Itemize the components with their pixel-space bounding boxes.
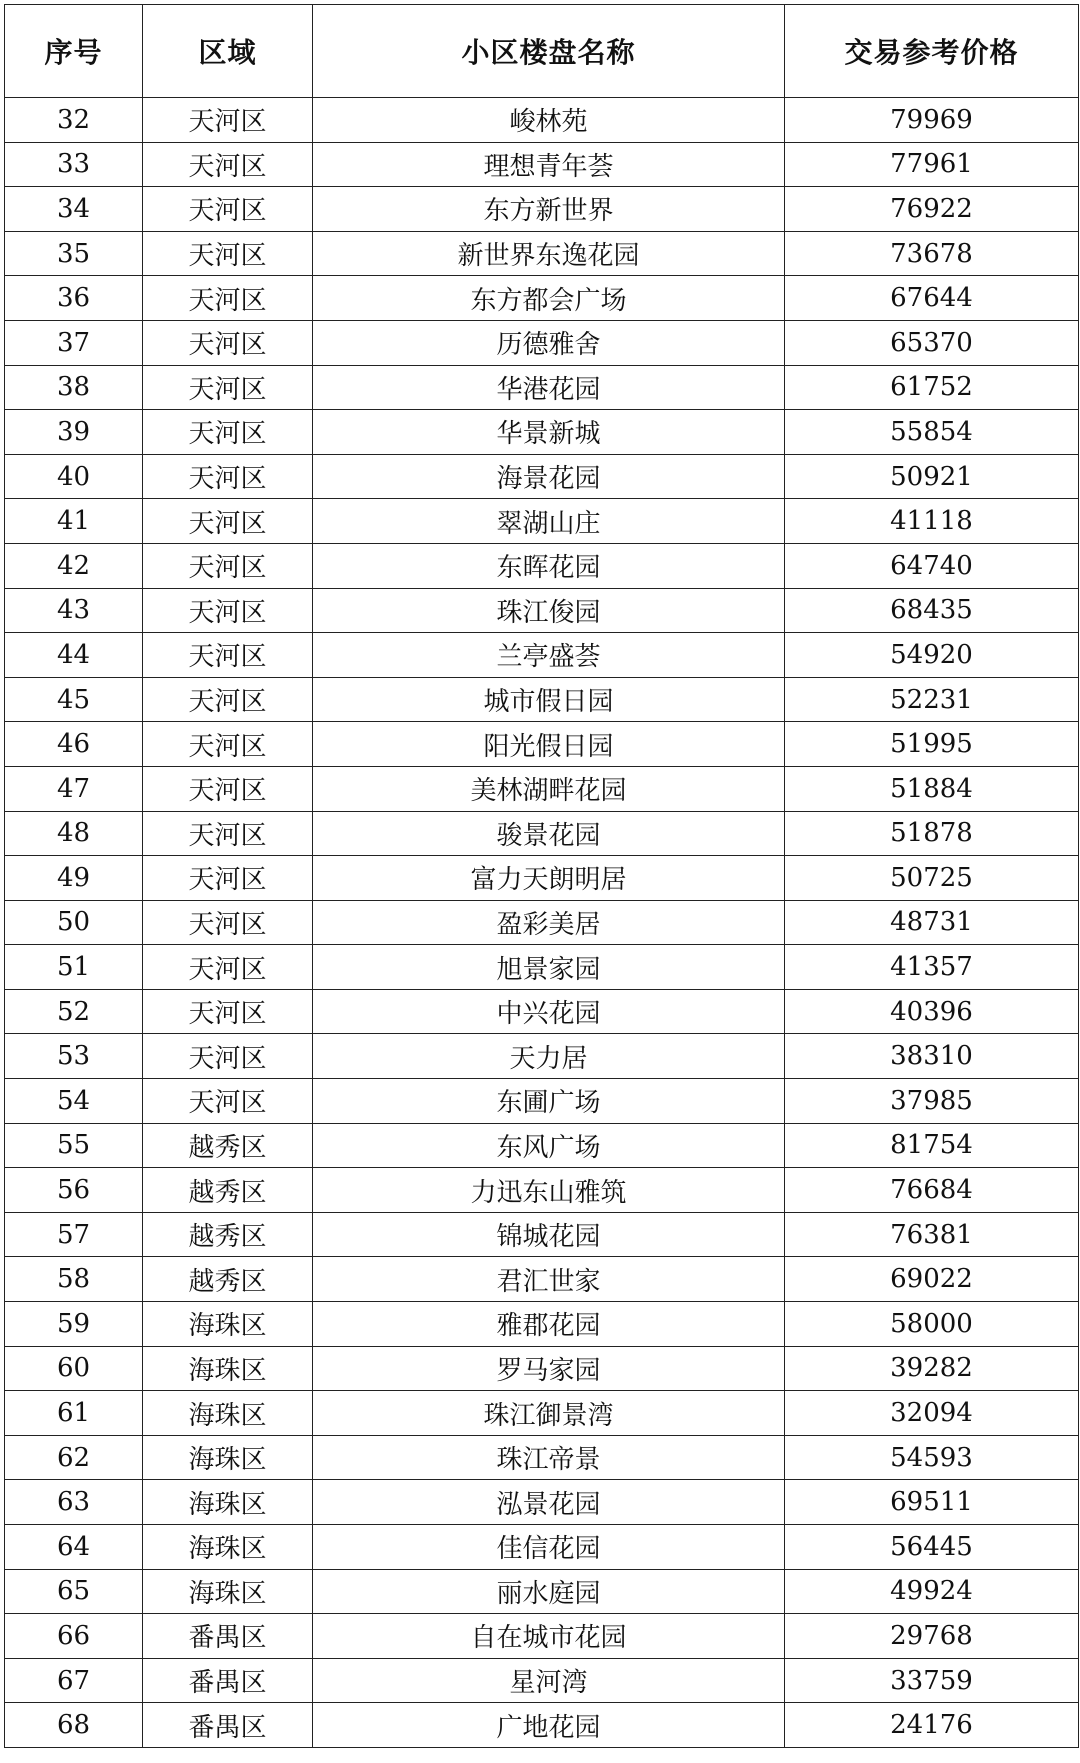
table-row (5, 231, 1079, 276)
cell-price: 51995 (785, 722, 1079, 767)
cell-area: 越秀区 (143, 1212, 313, 1257)
cell-area: 海珠区 (143, 1435, 313, 1480)
cell-no: 39 (5, 410, 143, 455)
cell-area: 越秀区 (143, 1168, 313, 1213)
table-row (5, 1391, 1079, 1436)
table-row (5, 856, 1079, 901)
cell-no: 45 (5, 677, 143, 722)
cell-no: 61 (5, 1391, 143, 1436)
table-row (5, 989, 1079, 1034)
cell-name: 历德雅舍 (313, 320, 785, 365)
cell-price: 51878 (785, 811, 1079, 856)
cell-name: 阳光假日园 (313, 722, 785, 767)
table-row (5, 722, 1079, 767)
cell-area: 天河区 (143, 633, 313, 678)
cell-no: 34 (5, 187, 143, 232)
cell-area: 海珠区 (143, 1480, 313, 1525)
cell-name: 峻林苑 (313, 98, 785, 143)
cell-area: 天河区 (143, 989, 313, 1034)
cell-name: 东风广场 (313, 1123, 785, 1168)
table-row (5, 276, 1079, 321)
table-row (5, 1703, 1079, 1748)
cell-no: 59 (5, 1302, 143, 1347)
cell-no: 44 (5, 633, 143, 678)
cell-price: 49924 (785, 1569, 1079, 1614)
cell-area: 海珠区 (143, 1391, 313, 1436)
table-row (5, 900, 1079, 945)
cell-price: 68435 (785, 588, 1079, 633)
cell-area: 天河区 (143, 231, 313, 276)
cell-name: 东方都会广场 (313, 276, 785, 321)
cell-name: 东晖花园 (313, 543, 785, 588)
cell-no: 67 (5, 1658, 143, 1703)
cell-price: 37985 (785, 1079, 1079, 1124)
cell-name: 翠湖山庄 (313, 499, 785, 544)
table-row (5, 1346, 1079, 1391)
cell-no: 42 (5, 543, 143, 588)
cell-name: 城市假日园 (313, 677, 785, 722)
cell-no: 43 (5, 588, 143, 633)
table-row (5, 142, 1079, 187)
table-row (5, 811, 1079, 856)
cell-price: 81754 (785, 1123, 1079, 1168)
table-row (5, 98, 1079, 143)
cell-name: 中兴花园 (313, 989, 785, 1034)
cell-area: 天河区 (143, 98, 313, 143)
cell-no: 38 (5, 365, 143, 410)
table-row (5, 945, 1079, 990)
cell-no: 54 (5, 1079, 143, 1124)
table-row (5, 1480, 1079, 1525)
cell-price: 51884 (785, 766, 1079, 811)
cell-area: 天河区 (143, 1079, 313, 1124)
header-price: 交易参考价格 (785, 5, 1079, 98)
cell-area: 天河区 (143, 1034, 313, 1079)
cell-no: 47 (5, 766, 143, 811)
cell-price: 61752 (785, 365, 1079, 410)
cell-price: 50921 (785, 454, 1079, 499)
table-header (5, 5, 1079, 98)
cell-area: 天河区 (143, 276, 313, 321)
cell-name: 华景新城 (313, 410, 785, 455)
cell-no: 52 (5, 989, 143, 1034)
cell-name: 锦城花园 (313, 1212, 785, 1257)
cell-price: 76381 (785, 1212, 1079, 1257)
cell-price: 79969 (785, 98, 1079, 143)
table-row (5, 543, 1079, 588)
cell-name: 自在城市花园 (313, 1614, 785, 1659)
cell-price: 29768 (785, 1614, 1079, 1659)
table-row (5, 187, 1079, 232)
cell-area: 天河区 (143, 945, 313, 990)
cell-name: 君汇世家 (313, 1257, 785, 1302)
cell-price: 65370 (785, 320, 1079, 365)
cell-area: 海珠区 (143, 1569, 313, 1614)
cell-no: 56 (5, 1168, 143, 1213)
cell-area: 番禺区 (143, 1703, 313, 1748)
table-row (5, 766, 1079, 811)
cell-price: 50725 (785, 856, 1079, 901)
price-table (4, 4, 1079, 1748)
cell-area: 海珠区 (143, 1346, 313, 1391)
table-row (5, 1614, 1079, 1659)
cell-name: 天力居 (313, 1034, 785, 1079)
cell-area: 番禺区 (143, 1614, 313, 1659)
table-row (5, 633, 1079, 678)
table-row (5, 588, 1079, 633)
cell-no: 63 (5, 1480, 143, 1525)
cell-name: 珠江俊园 (313, 588, 785, 633)
cell-price: 39282 (785, 1346, 1079, 1391)
cell-price: 54593 (785, 1435, 1079, 1480)
cell-area: 天河区 (143, 365, 313, 410)
cell-area: 番禺区 (143, 1658, 313, 1703)
table-row (5, 1658, 1079, 1703)
table-row (5, 1123, 1079, 1168)
cell-price: 77961 (785, 142, 1079, 187)
cell-area: 天河区 (143, 722, 313, 767)
cell-name: 兰亭盛荟 (313, 633, 785, 678)
header-no: 序号 (5, 5, 143, 98)
cell-no: 62 (5, 1435, 143, 1480)
cell-area: 天河区 (143, 811, 313, 856)
cell-area: 天河区 (143, 320, 313, 365)
cell-area: 天河区 (143, 543, 313, 588)
cell-name: 力迅东山雅筑 (313, 1168, 785, 1213)
cell-name: 旭景家园 (313, 945, 785, 990)
cell-price: 41357 (785, 945, 1079, 990)
cell-no: 58 (5, 1257, 143, 1302)
table-row (5, 1257, 1079, 1302)
cell-price: 33759 (785, 1658, 1079, 1703)
cell-area: 天河区 (143, 900, 313, 945)
cell-name: 星河湾 (313, 1658, 785, 1703)
cell-no: 66 (5, 1614, 143, 1659)
cell-area: 越秀区 (143, 1257, 313, 1302)
cell-price: 56445 (785, 1525, 1079, 1570)
cell-price: 24176 (785, 1703, 1079, 1748)
table-row (5, 1079, 1079, 1124)
table-row (5, 1569, 1079, 1614)
cell-area: 海珠区 (143, 1525, 313, 1570)
cell-price: 69511 (785, 1480, 1079, 1525)
cell-name: 富力天朗明居 (313, 856, 785, 901)
cell-no: 32 (5, 98, 143, 143)
cell-area: 天河区 (143, 187, 313, 232)
table-row (5, 454, 1079, 499)
cell-no: 60 (5, 1346, 143, 1391)
cell-area: 海珠区 (143, 1302, 313, 1347)
cell-no: 40 (5, 454, 143, 499)
cell-price: 76684 (785, 1168, 1079, 1213)
table-row (5, 410, 1079, 455)
table-row (5, 365, 1079, 410)
cell-area: 天河区 (143, 499, 313, 544)
table-row (5, 1168, 1079, 1213)
cell-price: 54920 (785, 633, 1079, 678)
cell-name: 罗马家园 (313, 1346, 785, 1391)
cell-area: 天河区 (143, 142, 313, 187)
cell-name: 新世界东逸花园 (313, 231, 785, 276)
cell-no: 49 (5, 856, 143, 901)
cell-price: 73678 (785, 231, 1079, 276)
cell-name: 珠江御景湾 (313, 1391, 785, 1436)
cell-area: 天河区 (143, 677, 313, 722)
table-row (5, 1034, 1079, 1079)
cell-price: 32094 (785, 1391, 1079, 1436)
header-row (5, 5, 1079, 98)
cell-price: 52231 (785, 677, 1079, 722)
cell-price: 64740 (785, 543, 1079, 588)
cell-no: 55 (5, 1123, 143, 1168)
cell-no: 65 (5, 1569, 143, 1614)
table-row (5, 677, 1079, 722)
cell-name: 海景花园 (313, 454, 785, 499)
cell-no: 33 (5, 142, 143, 187)
cell-price: 48731 (785, 900, 1079, 945)
cell-price: 55854 (785, 410, 1079, 455)
table-row (5, 499, 1079, 544)
table-row (5, 1525, 1079, 1570)
cell-area: 天河区 (143, 454, 313, 499)
cell-name: 雅郡花园 (313, 1302, 785, 1347)
cell-name: 美林湖畔花园 (313, 766, 785, 811)
cell-price: 40396 (785, 989, 1079, 1034)
cell-area: 天河区 (143, 856, 313, 901)
table-row (5, 1435, 1079, 1480)
cell-area: 越秀区 (143, 1123, 313, 1168)
cell-no: 46 (5, 722, 143, 767)
cell-no: 50 (5, 900, 143, 945)
cell-name: 东圃广场 (313, 1079, 785, 1124)
cell-name: 盈彩美居 (313, 900, 785, 945)
cell-price: 69022 (785, 1257, 1079, 1302)
cell-no: 36 (5, 276, 143, 321)
cell-price: 67644 (785, 276, 1079, 321)
cell-price: 41118 (785, 499, 1079, 544)
cell-area: 天河区 (143, 766, 313, 811)
cell-name: 佳信花园 (313, 1525, 785, 1570)
table-row (5, 320, 1079, 365)
cell-name: 珠江帝景 (313, 1435, 785, 1480)
cell-no: 68 (5, 1703, 143, 1748)
table-body (5, 98, 1079, 1748)
cell-no: 48 (5, 811, 143, 856)
header-name: 小区楼盘名称 (313, 5, 785, 98)
cell-no: 64 (5, 1525, 143, 1570)
cell-no: 51 (5, 945, 143, 990)
cell-name: 华港花园 (313, 365, 785, 410)
cell-no: 57 (5, 1212, 143, 1257)
cell-name: 东方新世界 (313, 187, 785, 232)
cell-no: 35 (5, 231, 143, 276)
cell-name: 骏景花园 (313, 811, 785, 856)
cell-price: 38310 (785, 1034, 1079, 1079)
cell-area: 天河区 (143, 410, 313, 455)
cell-name: 泓景花园 (313, 1480, 785, 1525)
cell-no: 41 (5, 499, 143, 544)
cell-name: 广地花园 (313, 1703, 785, 1748)
cell-no: 53 (5, 1034, 143, 1079)
cell-price: 76922 (785, 187, 1079, 232)
header-area: 区域 (143, 5, 313, 98)
cell-no: 37 (5, 320, 143, 365)
cell-area: 天河区 (143, 588, 313, 633)
cell-name: 丽水庭园 (313, 1569, 785, 1614)
table-row (5, 1302, 1079, 1347)
cell-name: 理想青年荟 (313, 142, 785, 187)
table-row (5, 1212, 1079, 1257)
cell-price: 58000 (785, 1302, 1079, 1347)
